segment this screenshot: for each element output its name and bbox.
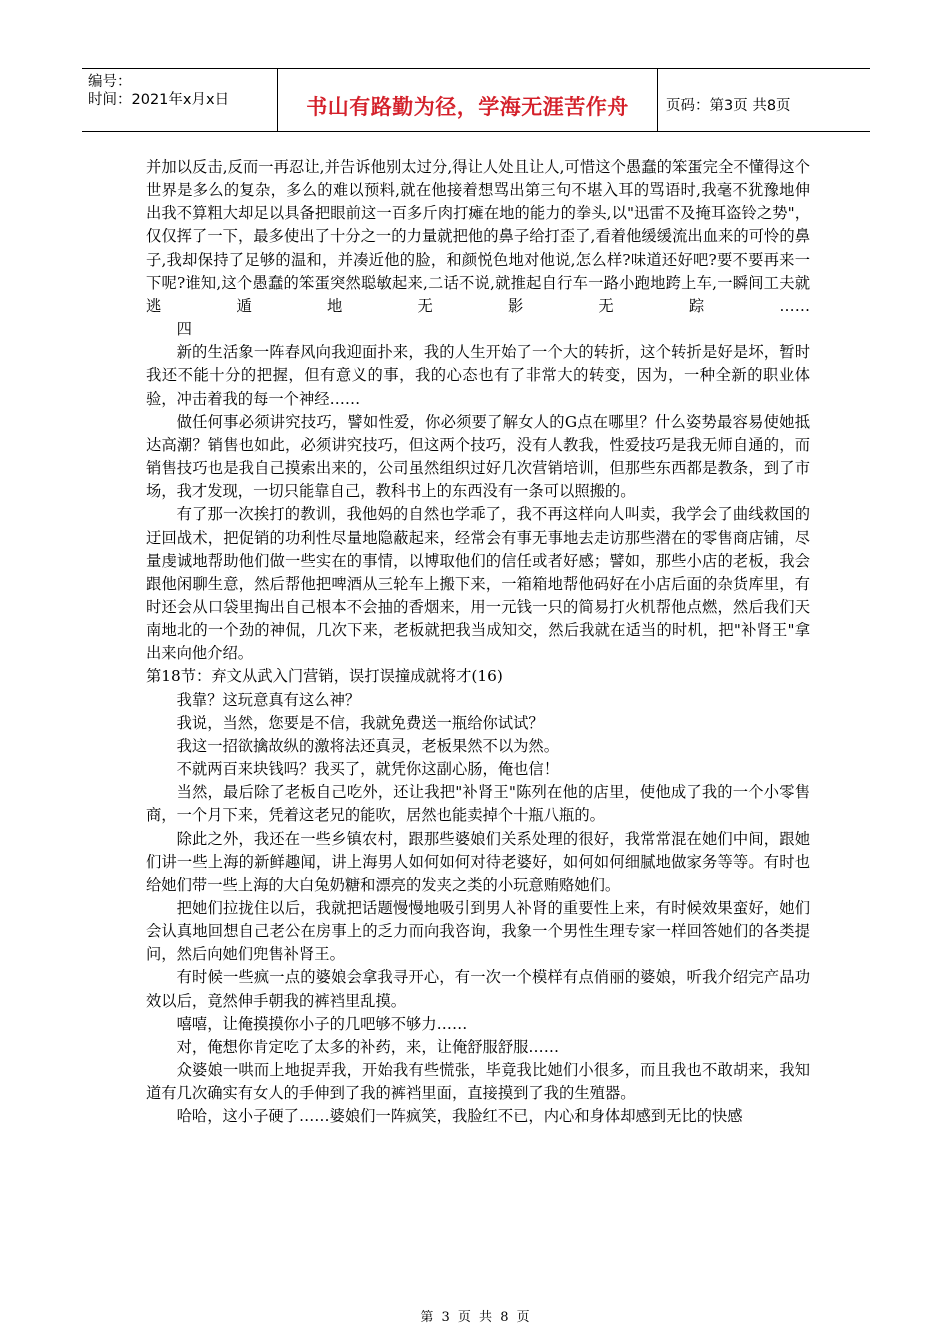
paragraph: 把她们拉拢住以后，我就把话题慢慢地吸引到男人补肾的重要性上来，有时候效果蛮好，她们会认真地回想自己老公在房事上的乏力而向我咨询，我象一个男性生理专家一样回答她们的各类提问，然后向她们兜售补肾王。	[146, 899, 810, 964]
document-time-label: 时间：2021年x月x日	[88, 92, 230, 108]
paragraph: 当然，最后除了老板自己吃外，还让我把"补肾王"陈列在他的店里，使他成了我的一个小零售商，一个月下来，凭着这老兄的能吹，居然也能卖掉个十瓶八瓶的。	[146, 783, 810, 825]
dialogue-line: 对，俺想你肯定吃了太多的补药，来，让俺舒服舒服……	[176, 1037, 560, 1056]
page-header	[82, 68, 870, 132]
section-heading: 第18节：弃文从武入门营销，误打误撞成就将才(16)	[146, 667, 503, 686]
document-number-label: 编号：	[88, 74, 132, 90]
paragraph: 除此之外，我还在一些乡镇农村，跟那些婆娘们关系处理的很好，我常常混在她们中间，跟她们讲一些上海的新鲜趣闻，讲上海男人如何如何对待老婆好，如何如何细腻地做家务等等。有时也给她们带一些上海的大白兔奶糖和漂亮的发夹之类的小玩意贿赂她们。	[146, 829, 810, 894]
header-page-cell	[658, 69, 870, 131]
paragraph: 有了那一次挨打的教训，我他妈的自然也学乖了，我不再这样向人叫卖，我学会了曲线救国的迂回战术，把促销的功利性尽量地隐蔽起来，经常会有事无事地去走访那些潜在的零售商店铺，尽量虔诚地帮助他们做一些实在的事情，以博取他们的信任或者好感；譬如，那些小店的老板，我会跟他闲聊生意，然后帮他把啤酒从三轮车上搬下来，一箱箱地帮他码好在小店后面的杂货库里，有时还会从口袋里掏出自己根本不会抽的香烟来，用一元钱一只的简易打火机帮他点燃，然后我们天南地北的一个劲的神侃，几次下来，老板就把我当成知交，然后我就在适当的时机，把"补肾王"拿出来向他介绍。	[146, 505, 810, 663]
page-footer: 第 3 页 共 8 页	[420, 1310, 530, 1325]
dialogue-line: 我靠？这玩意真有这么神？	[176, 690, 361, 709]
paragraph: 哈哈，这小子硬了……婆娘们一阵疯笑，我脸红不已，内心和身体却感到无比的快感	[176, 1107, 743, 1126]
dialogue-line: 我说，当然，您要是不信，我就免费送一瓶给你试试？	[176, 713, 544, 732]
dialogue-line: 不就两百来块钱吗？我买了，就凭你这副心肠，俺也信！	[176, 760, 560, 779]
section-number: 四	[176, 320, 192, 339]
header-meta-cell	[82, 69, 278, 131]
dialogue-line: 嘻嘻，让俺摸摸你小子的几吧够不够力……	[176, 1014, 468, 1033]
header-page-code: 页码：第3页 共8页	[666, 98, 791, 114]
paragraph: 众婆娘一哄而上地捉弄我，开始我有些慌张，毕竟我比她们小很多，而且我也不敢胡来，我知道有几次确实有女人的手伸到了我的裤裆里面，直接摸到了我的生殖器。	[146, 1061, 810, 1103]
paragraph: 做任何事必须讲究技巧，譬如性爱，你必须要了解女人的G点在哪里？什么姿势最容易使她抵达高潮？销售也如此，必须讲究技巧，但这两个技巧，没有人教我，性爱技巧是我无师自通的，而销售技巧也是我自己摸索出来的，公司虽然组织过好几次营销培训，但那些东西都是教条，到了市场，我才发现，一切只能靠自己，教科书上的东西没有一条可以照搬的。	[146, 412, 810, 501]
paragraph: 并加以反击,反而一再忍让,并告诉他别太过分,得让人处且让人,可惜这个愚蠢的笨蛋完全不懂得这个世界是多么的复杂，多么的难以预料,就在他接着想骂出第三句不堪入耳的骂语时,我毫不犹豫地伸出我不算粗大却足以具备把眼前这一百多斤肉打瘫在地的能力的拳头,以"迅雷不及掩耳盗铃之势"，仅仅挥了一下，最多使出了十分之一的力量就把他的鼻子给打歪了,看着他缓缓流出血来的可怜的鼻子,我却保持了足够的温和，并凑近他的脸，和颜悦色地对他说,怎么样?味道还好吧?要不要再来一下呢?谁知,这个愚蠢的笨蛋突然聪敏起来,二话不说,就推起自行车一路小跑地跨上车,一瞬间工夫就逃遁地无影无踪……	[146, 158, 810, 315]
paragraph: 我这一招欲擒故纵的激将法还真灵，老板果然不以为然。	[176, 736, 560, 755]
paragraph: 有时候一些疯一点的婆娘会拿我寻开心，有一次一个模样有点俏丽的婆娘，听我介绍完产品功效以后，竟然伸手朝我的裤裆里乱摸。	[146, 968, 810, 1010]
document-body	[146, 156, 810, 1129]
paragraph: 新的生活象一阵春风向我迎面扑来，我的人生开始了一个大的转折，这个转折是好是坏，暂时我还不能十分的把握，但有意义的事，我的心态也有了非常大的转变，因为，一种全新的职业体验，冲击着我的每一个神经……	[146, 343, 810, 408]
header-motto-cell	[278, 69, 658, 131]
header-motto: 书山有路勤为径，学海无涯苦作舟	[306, 95, 629, 119]
